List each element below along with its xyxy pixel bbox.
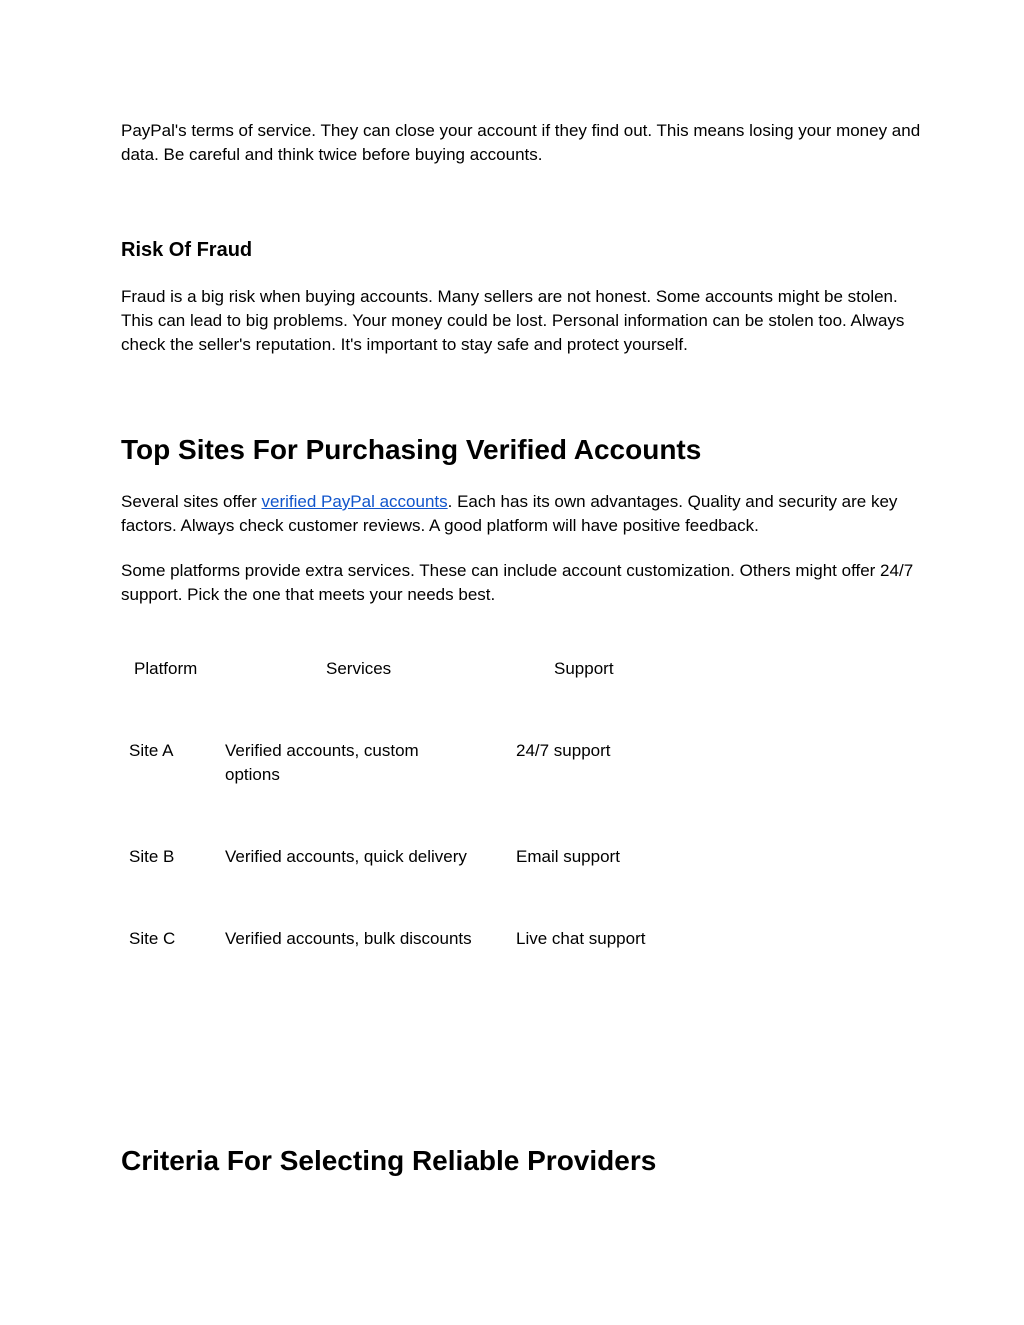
table-cell-services: Verified accounts, bulk discounts bbox=[225, 929, 472, 948]
risk-of-fraud-paragraph: Fraud is a big risk when buying accounts. Many sellers are not honest. Some accounts might be stolen. This can lead to big problems. Your money could be lost. Personal information can be stolen too. Always check the seller's reputation. It's important to stay safe and protect yourself. bbox=[121, 287, 905, 354]
risk-of-fraud-heading: Risk Of Fraud bbox=[121, 239, 253, 261]
table-header-services: Services bbox=[326, 659, 392, 678]
table-cell-support: Live chat support bbox=[516, 929, 646, 948]
table-cell-support: 24/7 support bbox=[516, 741, 611, 760]
table-cell-services: Verified accounts, custom options bbox=[225, 741, 419, 784]
table-header-support: Support bbox=[554, 659, 614, 678]
top-sites-heading: Top Sites For Purchasing Verified Accounts bbox=[121, 434, 702, 465]
intro-paragraph: PayPal's terms of service. They can close your account if they find out. This means losing your money and data. Be careful and think twice before buying accounts. bbox=[121, 121, 921, 164]
top-sites-paragraph-2: Some platforms provide extra services. These can include account customization. Others might offer 24/7 support. Pick the one that meets your needs best. bbox=[121, 561, 914, 604]
criteria-heading: Criteria For Selecting Reliable Providers bbox=[121, 1145, 657, 1176]
top-sites-paragraph-1-end: . Each has its own advantages. Quality and security are key factors. Always check customer reviews. A good platform will have positive feedback. bbox=[121, 492, 898, 535]
table-cell-platform: Site B bbox=[129, 847, 175, 866]
top-sites-paragraph-1-start: Several sites offer bbox=[121, 492, 262, 511]
verified-paypal-accounts-link[interactable]: verified PayPal accounts bbox=[261, 492, 448, 511]
table-cell-platform: Site C bbox=[129, 929, 176, 948]
top-sites-paragraph-1 bbox=[121, 490, 921, 538]
table-header-platform: Platform bbox=[134, 659, 198, 678]
table-cell-platform: Site A bbox=[129, 741, 174, 760]
table-cell-support: Email support bbox=[516, 847, 620, 866]
table-cell-services: Verified accounts, quick delivery bbox=[225, 847, 467, 866]
